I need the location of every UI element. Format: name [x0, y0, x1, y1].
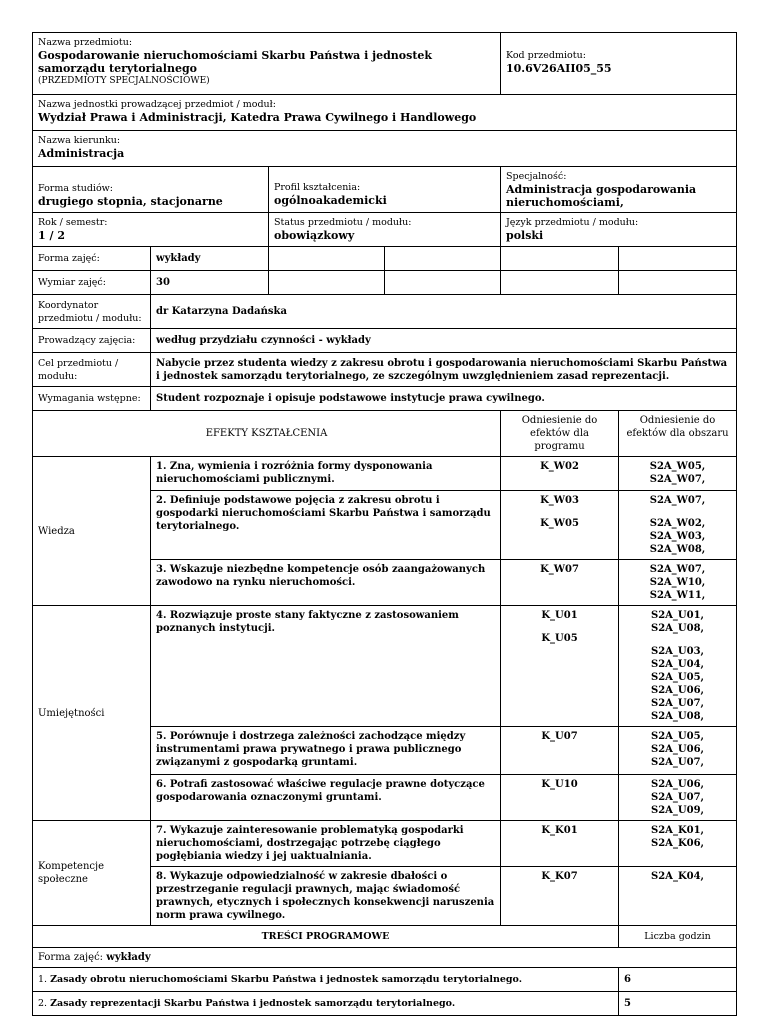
form-cell: Forma studiów: drugiego stopnia, stacjonarne: [33, 167, 269, 213]
effects-table: EFEKTY KSZTAŁCENIA Odniesienie do efektów dla programu Odniesienie do efektów dla obszaru Wiedza 1. Zna, wymienia i rozróżnia formy dysponowania nieruchomościami publicznymi. K_W02 S2A_W05, S2A_W07, 2. Definiuje podstawowe pojęcia z zakresu obrotu i gospodarki nieruchomościami Skarbu Państwa i samorządu terytorialnego. K_W03 K_W05 S2A_W07, S2A_W02, S2A_W03, S2A_W08, 3. Wskazuje niezbędne kompetencje osób zaangażowanych zawodowo na rynku nieruchomości. K_W07 S2A_W07, S2A_W10, S2A_W11, Umiejętności 4. Rozwiązuje proste stany faktyczne z zastosowaniem poznanych instytucji. K_U01 K_U05 S2A_U01, S2A_U08, S2A_U03, S2A_U04, S2A_U05, S2A_U06, S2A_U07, S2A_U08, 5. Porównuje i dostrzega zależności zachodzące między instrumentami prawa prywatnego i prawa publicznego związanymi z gospodarką gruntami. K_U07 S2A_U05, S2A_U06, S2A_U07, 6. Potrafi zastosować właściwe regulacje prawne dotyczące gospodarowania oznaczonymi gruntami. K_U10 S2A_U06, S2A_U07, S2A_U09, Kompetencje społeczne 7. Wykazuje zainteresowanie problematyką gospodarki nieruchomościami, dostrzegając potrzebę ciągłego pogłębiania wiedzy i jej uaktualniania. K_K01 S2A_K01, S2A_K06, 8. Wykazuje odpowiedzialność w zakresie dbałości o przestrzeganie regulacji prawnych, mając świadomość prawnych, etycznych i społecznych konsekwencji naruszenia norm prawa cywilnego. K_K07 S2A_K04,: [32, 410, 737, 926]
class-hours: 30: [151, 271, 269, 295]
subject-cell: Nazwa przedmiotu: Gospodarowanie nieruchomościami Skarbu Państwa i jednostek samorządu terytorialnego (PRZEDMIOTY SPECJALNOŚCIOWE): [33, 33, 501, 95]
requirements: Student rozpoznaje i opisuje podstawowe instytucje prawa cywilnego.: [151, 387, 737, 411]
group-knowledge: Wiedza: [33, 457, 151, 606]
syllabus-page: [32, 32, 736, 1016]
unit-name: Wydział Prawa i Administracji, Katedra Prawa Cywilnego i Handlowego: [38, 111, 477, 124]
code-cell: Kod przedmiotu: 10.6V26AII05_55: [501, 33, 737, 95]
content-title: TREŚCI PROGRAMOWE: [33, 926, 619, 948]
status-cell: Status przedmiotu / modułu: obowiązkowy: [269, 213, 501, 247]
lang-cell: Język przedmiotu / modułu: polski: [501, 213, 737, 247]
topic-hours: 5: [619, 992, 737, 1016]
year-cell: Rok / semestr: 1 / 2: [33, 213, 269, 247]
content-table: [32, 925, 737, 1016]
teacher: według przydziału czynności - wykłady: [151, 329, 737, 353]
profile-cell: Profil kształcenia: ogólnoakademicki: [269, 167, 501, 213]
coordinator: dr Katarzyna Dadańska: [151, 295, 737, 329]
subject-group: (PRZEDMIOTY SPECJALNOŚCIOWE): [38, 76, 210, 86]
col-area: Odniesienie do efektów dla obszaru: [619, 411, 737, 457]
group-skills: Umiejętności: [33, 606, 151, 821]
topic-row: 2. Zasady reprezentacji Skarbu Państwa i jednostek samorządu terytorialnego.: [33, 992, 619, 1016]
subject-code: 10.6V26AII05_55: [506, 62, 612, 75]
class-form: wykłady: [151, 247, 269, 271]
content-form: Forma zajęć: wykłady: [33, 948, 737, 968]
field-cell: Nazwa kierunku: Administracja: [33, 131, 737, 167]
col-program: Odniesienie do efektów dla programu: [501, 411, 619, 457]
header-table: [32, 32, 737, 247]
course-goal: Nabycie przez studenta wiedzy z zakresu obrotu i gospodarowania nieruchomościami Skarbu Państwa i jednostek samorządu terytorialnego, ze szczególnym uwzględnieniem zasad reprezentacji.: [151, 353, 737, 387]
unit-cell: Nazwa jednostki prowadzącej przedmiot / moduł: Wydział Prawa i Administracji, Katedra Prawa Cywilnego i Handlowego: [33, 95, 737, 131]
classes-table: Forma zajęć: wykłady Wymiar zajęć: 30 Koordynator przedmiotu / modułu: dr Katarzyna Dadańska Prowadzący zajęcia: według przydziału czynności - wykłady Cel przedmiotu / modułu: Nabycie przez studenta wiedzy z zakresu obrotu i gospodarowania nieruchomościami Skarbu Państwa i jednostek samorządu terytorialnego, ze szczególnym uwzględnieniem zasad reprezentacji. Wymagania wstępne: Student rozpoznaje i opisuje podstawowe instytucje prawa cywilnego.: [32, 246, 737, 411]
spec-cell: Specjalność: Administracja gospodarowania nieruchomościami,: [501, 167, 737, 213]
group-social: Kompetencje społeczne: [33, 821, 151, 926]
effects-title: EFEKTY KSZTAŁCENIA: [33, 411, 501, 457]
topic-row: 1. Zasady obrotu nieruchomościami Skarbu Państwa i jednostek samorządu terytorialnego.: [33, 968, 619, 992]
field-name: Administracja: [38, 147, 125, 160]
subject-name: Gospodarowanie nieruchomościami Skarbu Państwa i jednostek samorządu terytorialnego: [38, 49, 433, 75]
hours-col: Liczba godzin: [619, 926, 737, 948]
topic-hours: 6: [619, 968, 737, 992]
